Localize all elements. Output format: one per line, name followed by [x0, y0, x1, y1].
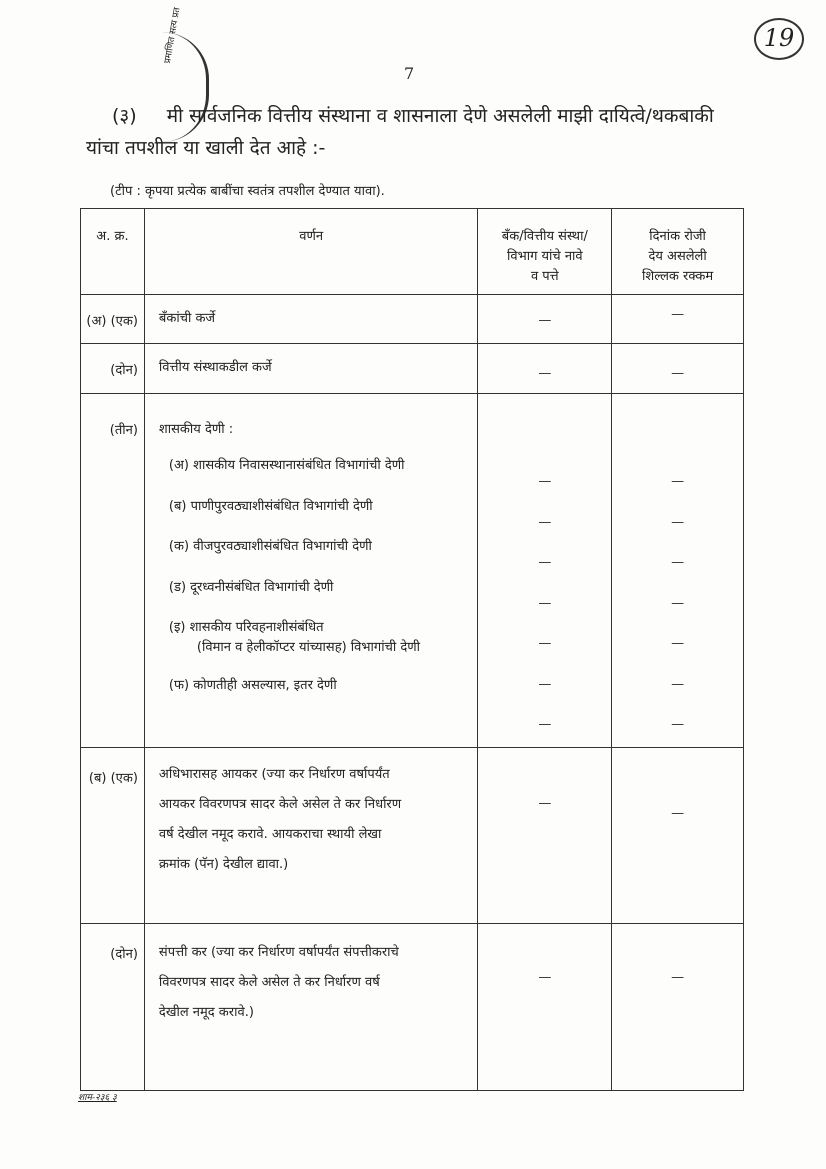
bank-cell: —: [478, 923, 612, 1090]
table-header-row: [81, 209, 744, 295]
table-row: [81, 344, 744, 394]
note: (टीप : कृपया प्रत्येक बाबींचा स्वतंत्र तपशील देण्यात यावा).: [110, 184, 385, 199]
header-serial: अ. क्र.: [81, 209, 145, 295]
liabilities-table: [80, 208, 744, 1091]
item-other: (फ) कोणतीही असल्यास, इतर देणी: [168, 678, 337, 693]
row-description: अधिभारासह आयकर (ज्या कर निर्धारण वर्षापर्यंत आयकर विवरणपत्र सादर केले असेल ते कर निर्धारण वर्ष देखील नमूद करावे. आयकराचा स्थायी लेखा क्रमांक (पॅन) देखील द्यावा.): [144, 747, 478, 923]
header-description: वर्णन: [144, 209, 478, 295]
balance-cell: —: [612, 747, 744, 923]
section-heading: [86, 100, 766, 164]
stamp-text: प्रमाणित सत्य प्रत: [162, 6, 183, 65]
bank-cell: —: [478, 295, 612, 344]
heading-line-2: यांचा तपशील या खाली देत आहे :-: [86, 137, 326, 159]
row-description: शासकीय देणी : (अ) शासकीय निवासस्थानासंबंधित विभागांची देणी (ब) पाणीपुरवठ्याशीसंबंधित विभागांची देणी (क) वीजपुरवठ्याशीसंबंधित विभागांची देणी (ड) दूरध्वनीसंबंधित विभागांची देणी (इ) शासकीय परिवहनाशीसंबंधित (विमान व हेलीकॉप्टर यांच्यासह) विभागांची देणी (फ) कोणतीही असल्यास, इतर देणी: [144, 394, 478, 748]
bank-cell: —: [478, 344, 612, 394]
heading-number: (३): [112, 105, 137, 127]
header-bank: बँक/वित्तीय संस्था/ विभाग यांचे नावे व पत्ते: [478, 209, 612, 295]
table-row: [81, 295, 744, 344]
row-serial: (तीन): [81, 394, 145, 748]
item-transport: (इ) शासकीय परिवहनाशीसंबंधित: [168, 620, 324, 635]
row-description: वित्तीय संस्थाकडील कर्जे: [144, 344, 478, 394]
table-row: [81, 394, 744, 748]
row-description: बँकांची कर्जे: [144, 295, 478, 344]
table-row: [81, 747, 744, 923]
balance-cell: — — — — — — —: [612, 394, 744, 748]
row-serial: (अ) (एक): [81, 295, 145, 344]
row-serial: (दोन): [81, 923, 145, 1090]
page-number: 7: [404, 64, 415, 83]
bank-cell: —: [478, 747, 612, 923]
balance-cell: —: [612, 923, 744, 1090]
row-serial: (ब) (एक): [81, 747, 145, 923]
balance-cell: —: [612, 295, 744, 344]
item-transport-cont: (विमान व हेलीकॉप्टर यांच्यासह) विभागांची देणी: [196, 640, 421, 655]
row-serial: (दोन): [81, 344, 145, 394]
item-housing: (अ) शासकीय निवासस्थानासंबंधित विभागांची देणी: [168, 458, 405, 473]
row-description: संपत्ती कर (ज्या कर निर्धारण वर्षापर्यंत संपत्तीकराचे विवरणपत्र सादर केले असेल ते कर निर्धारण वर्ष देखील नमूद करावे.): [144, 923, 478, 1090]
header-balance: दिनांक रोजी देय असलेली शिल्लक रक्कम: [612, 209, 744, 295]
bank-cell: — — — — — — —: [478, 394, 612, 748]
page-annotation: 19: [754, 18, 804, 60]
heading-line-1: मी सार्वजनिक वित्तीय संस्थाना व शासनाला देणे असलेली माझी दायित्वे/थकबाकी: [166, 105, 714, 127]
table-row: [81, 923, 744, 1090]
balance-cell: —: [612, 344, 744, 394]
item-water: (ब) पाणीपुरवठ्याशीसंबंधित विभागांची देणी: [168, 498, 373, 514]
item-electricity: (क) वीजपुरवठ्याशीसंबंधित विभागांची देणी: [168, 539, 372, 554]
item-telephone: (ड) दूरध्वनीसंबंधित विभागांची देणी: [168, 579, 334, 595]
footer-code: शाम-२३६ ३: [78, 1093, 117, 1103]
